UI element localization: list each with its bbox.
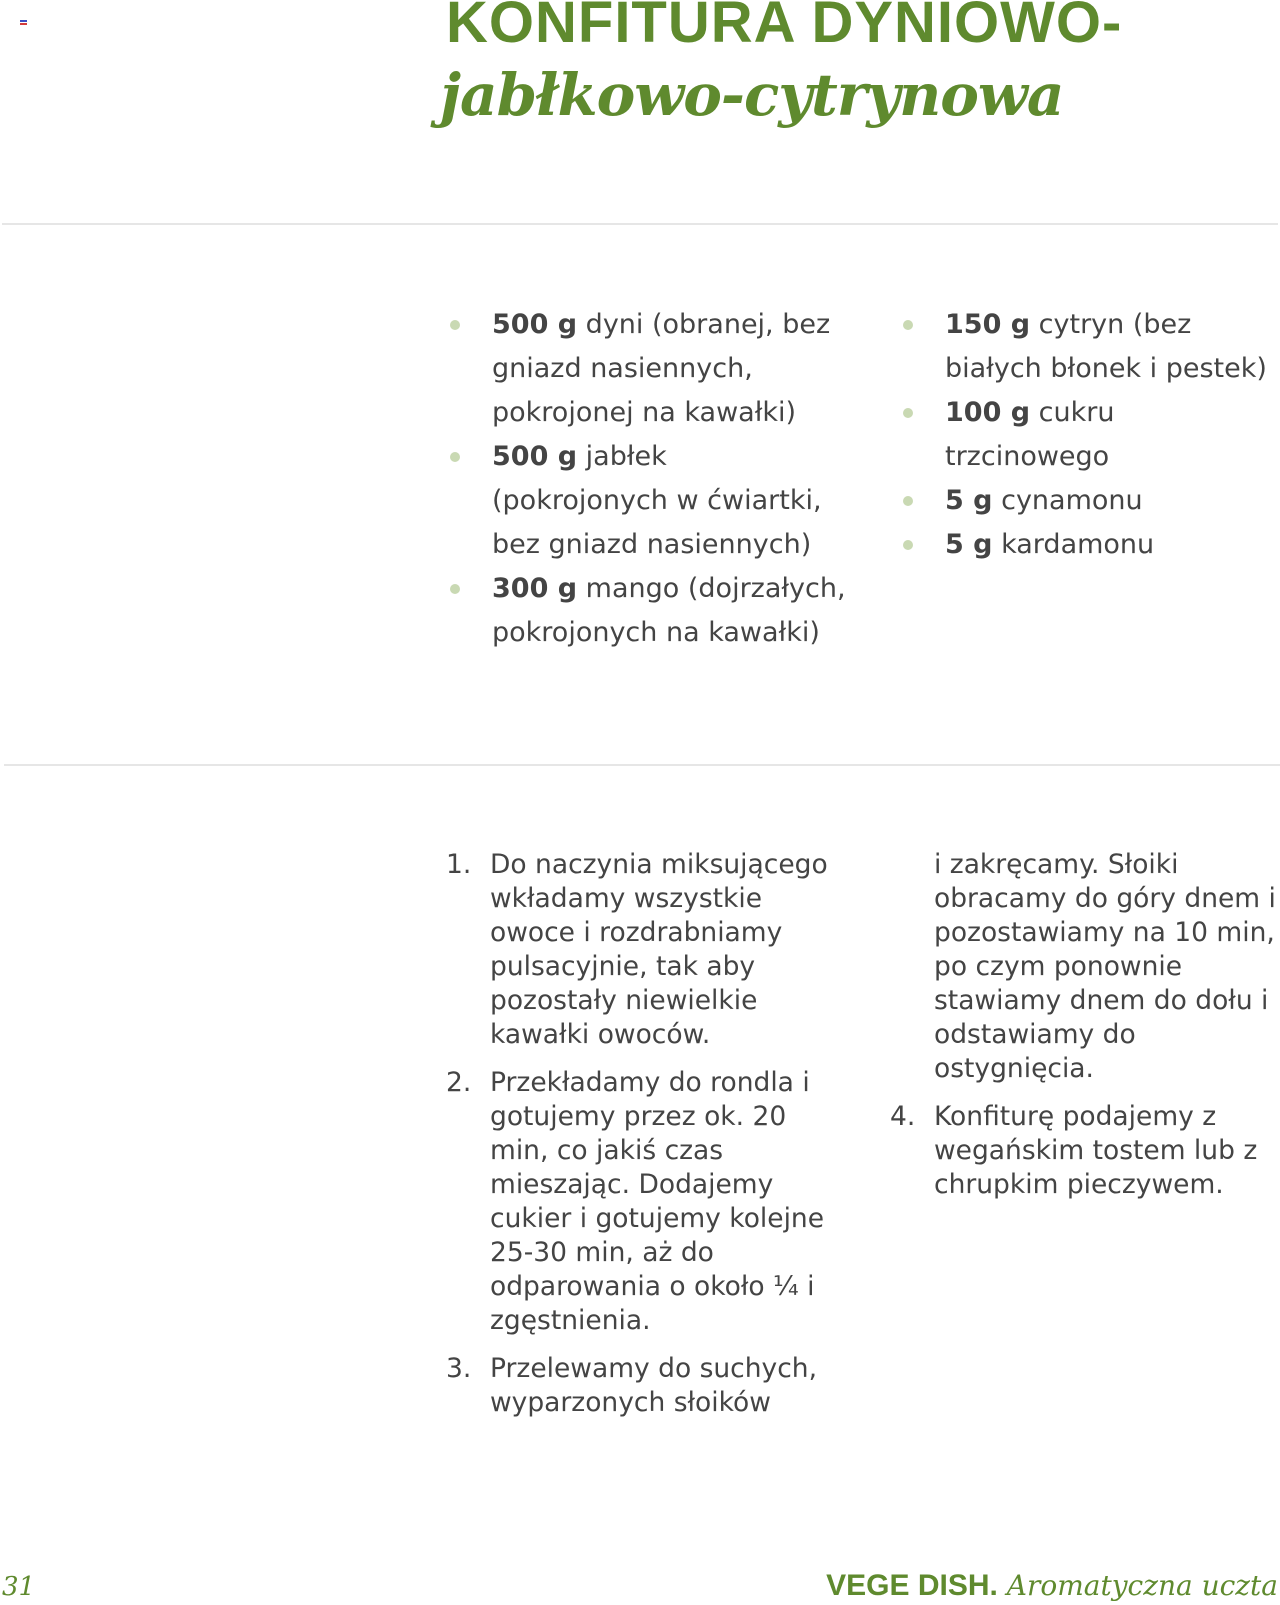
corner-mark	[20, 20, 27, 27]
steps-left-column	[446, 848, 851, 1434]
ingredient-quantity: 5 g	[945, 529, 993, 560]
step-text: i zakręcamy. Słoiki obracamy do góry dnem i pozostawiamy na 10 min, po czym ponownie stawiamy dnem do dołu i odstawiamy do ostygnięcia.	[934, 849, 1276, 1084]
ingredient-item	[903, 303, 1280, 391]
divider-middle	[4, 764, 1280, 766]
ingredient-quantity: 5 g	[945, 485, 993, 516]
step-item	[446, 1066, 851, 1338]
divider-top	[2, 223, 1278, 225]
ingredient-text: jabłek (pokrojonych w ćwiartki, bez gniazd nasiennych)	[492, 441, 822, 560]
bullet-icon	[903, 408, 913, 418]
ingredient-item	[903, 523, 1280, 567]
steps-right-column	[890, 848, 1280, 1216]
bullet-icon	[450, 452, 460, 462]
step-text: Przekładamy do rondla i gotujemy przez ok. 20 min, co jakiś czas mieszając. Dodajemy cukier i gotujemy kolejne 25-30 min, aż do odparowania o około ¼ i zgęstnienia.	[490, 1067, 825, 1336]
step-item	[446, 1352, 851, 1420]
step-number: 2.	[446, 1067, 472, 1098]
ingredient-text: cynamonu	[992, 485, 1143, 516]
ingredients-right-column	[903, 303, 1280, 567]
ingredients-left-column	[450, 303, 850, 655]
step-number: 1.	[446, 849, 472, 880]
page-subtitle: jabłkowo-cytrynowa	[440, 61, 1064, 129]
bullet-icon	[903, 496, 913, 506]
page-number: 31	[2, 1572, 36, 1602]
ingredient-text: dyni (obranej, bez gniazd nasiennych, pokrojonej na kawałki)	[492, 309, 831, 428]
ingredient-item	[450, 567, 850, 655]
step-continuation	[890, 848, 1280, 1086]
ingredient-quantity: 500 g	[492, 441, 578, 472]
ingredient-quantity: 100 g	[945, 397, 1031, 428]
ingredient-text: mango (dojrzałych, pokrojonych na kawałki)	[492, 573, 846, 648]
ingredient-quantity: 500 g	[492, 309, 578, 340]
ingredient-item	[903, 391, 1280, 479]
brand-tagline: Aromatyczna uczta	[997, 1569, 1278, 1602]
step-text: Do naczynia miksującego wkładamy wszystkie owoce i rozdrabniamy pulsacyjnie, tak aby pozostały niewielkie kawałki owoców.	[490, 849, 828, 1050]
ingredient-item	[450, 435, 850, 567]
ingredient-quantity: 150 g	[945, 309, 1031, 340]
page-title: KONFITURA DYNIOWO-	[446, 0, 1123, 55]
step-number: 3.	[446, 1353, 472, 1384]
step-number: 4.	[890, 1101, 916, 1132]
footer-brand	[826, 1568, 1278, 1604]
step-text: Konfiturę podajemy z wegańskim tostem lub z chrupkim pieczywem.	[934, 1101, 1258, 1200]
ingredient-item	[903, 479, 1280, 523]
bullet-icon	[903, 320, 913, 330]
brand-name: VEGE DISH.	[826, 1569, 998, 1602]
bullet-icon	[450, 584, 460, 594]
ingredient-item	[450, 303, 850, 435]
ingredient-quantity: 300 g	[492, 573, 578, 604]
step-item	[890, 1100, 1280, 1202]
ingredient-text: kardamonu	[992, 529, 1155, 560]
bullet-icon	[903, 540, 913, 550]
step-item	[446, 848, 851, 1052]
bullet-icon	[450, 320, 460, 330]
step-text: Przelewamy do suchych, wyparzonych słoików	[490, 1353, 818, 1418]
ingredient-text: cytryn (bez białych błonek i pestek)	[945, 309, 1267, 384]
ingredient-text: cukru trzcinowego	[945, 397, 1115, 472]
